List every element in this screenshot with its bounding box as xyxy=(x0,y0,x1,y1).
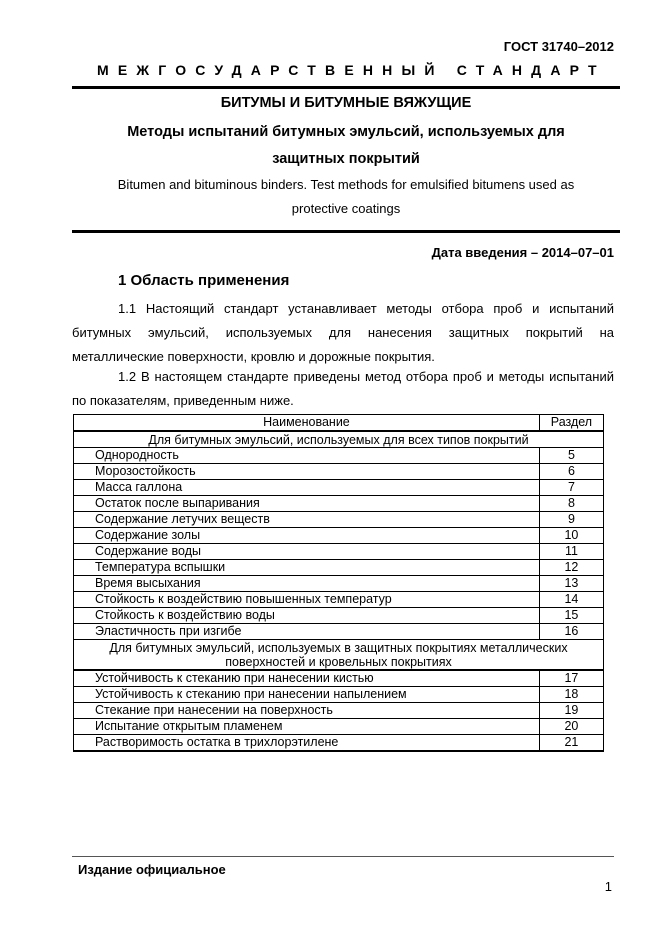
section-number: 9 xyxy=(539,512,603,528)
table-row xyxy=(74,576,604,592)
document-subtitle: Методы испытаний битумных эмульсий, используемых для защитных покрытий xyxy=(127,124,565,167)
table-row xyxy=(74,624,604,640)
table-row xyxy=(74,448,604,464)
method-name: Содержание летучих веществ xyxy=(74,512,540,528)
table-row xyxy=(74,719,604,735)
document-title: БИТУМЫ И БИТУМНЫЕ ВЯЖУЩИЕ xyxy=(220,95,472,111)
section-number: 17 xyxy=(539,670,603,687)
title-divider xyxy=(72,230,620,233)
table-header-row xyxy=(74,415,604,432)
section-number: 10 xyxy=(539,528,603,544)
group-title: Для битумных эмульсий, используемых для всех типов покрытий xyxy=(74,431,604,448)
table-row xyxy=(74,544,604,560)
page-number: 1 xyxy=(604,879,612,894)
table-row xyxy=(74,480,604,496)
standard-type: МЕЖГОСУДАРСТВЕННЫЙ СТАНДАРТ xyxy=(97,62,606,78)
method-name: Растворимость остатка в трихлорэтилене xyxy=(74,735,540,752)
section-heading: 1 Область применения xyxy=(118,272,290,289)
method-name: Морозостойкость xyxy=(74,464,540,480)
header-divider xyxy=(72,86,620,89)
section-number: 11 xyxy=(539,544,603,560)
section-number: 8 xyxy=(539,496,603,512)
table-row xyxy=(74,703,604,719)
method-name: Стойкость к воздействию воды xyxy=(74,608,540,624)
english-title: Bitumen and bituminous binders. Test methods for emulsified bitumens used as protective coatings xyxy=(117,177,575,216)
table-row xyxy=(74,735,604,752)
document-code: ГОСТ 31740–2012 xyxy=(503,39,614,54)
section-number: 18 xyxy=(539,687,603,703)
method-name: Время высыхания xyxy=(74,576,540,592)
edition-label: Издание официальное xyxy=(78,862,226,877)
table-row xyxy=(74,670,604,687)
method-name: Стойкость к воздействию повышенных температур xyxy=(74,592,540,608)
method-name: Устойчивость к стеканию при нанесении напылением xyxy=(74,687,540,703)
section-number: 19 xyxy=(539,703,603,719)
test-methods-table xyxy=(73,414,604,752)
section-number: 5 xyxy=(539,448,603,464)
table-row xyxy=(74,592,604,608)
table-row xyxy=(74,687,604,703)
method-name: Стекание при нанесении на поверхность xyxy=(74,703,540,719)
paragraph-1-1: 1.1 Настоящий стандарт устанавливает методы отбора проб и испытаний битумных эмульсий, используемых для нанесения защитных покрытий на металлические поверхности, кровлю и дорожные покрытия. xyxy=(72,301,614,364)
method-name: Содержание воды xyxy=(74,544,540,560)
column-header-name: Наименование xyxy=(74,415,540,432)
method-name: Эластичность при изгибе xyxy=(74,624,540,640)
section-number: 16 xyxy=(539,624,603,640)
introduction-date: Дата введения – 2014–07–01 xyxy=(431,245,614,260)
method-name: Содержание золы xyxy=(74,528,540,544)
paragraph-1-2: 1.2 В настоящем стандарте приведены метод отбора проб и методы испытаний по показателям, приведенным ниже. xyxy=(72,369,614,408)
method-name: Температура вспышки xyxy=(74,560,540,576)
footer-divider xyxy=(72,856,614,857)
section-number: 6 xyxy=(539,464,603,480)
table-row xyxy=(74,528,604,544)
section-number: 7 xyxy=(539,480,603,496)
section-number: 12 xyxy=(539,560,603,576)
section-number: 13 xyxy=(539,576,603,592)
method-name: Устойчивость к стеканию при нанесении кистью xyxy=(74,670,540,687)
group-row xyxy=(74,431,604,448)
table-row xyxy=(74,464,604,480)
table-row xyxy=(74,496,604,512)
section-number: 21 xyxy=(539,735,603,752)
method-name: Остаток после выпаривания xyxy=(74,496,540,512)
method-name: Однородность xyxy=(74,448,540,464)
method-name: Испытание открытым пламенем xyxy=(74,719,540,735)
table-row xyxy=(74,512,604,528)
table-row xyxy=(74,560,604,576)
column-header-section: Раздел xyxy=(539,415,603,432)
section-number: 14 xyxy=(539,592,603,608)
group-title: Для битумных эмульсий, используемых в защитных покрытиях металлических поверхностей и кровельных покрытиях xyxy=(74,640,604,671)
group-row xyxy=(74,640,604,671)
method-name: Масса галлона xyxy=(74,480,540,496)
table-row xyxy=(74,608,604,624)
section-number: 15 xyxy=(539,608,603,624)
section-number: 20 xyxy=(539,719,603,735)
